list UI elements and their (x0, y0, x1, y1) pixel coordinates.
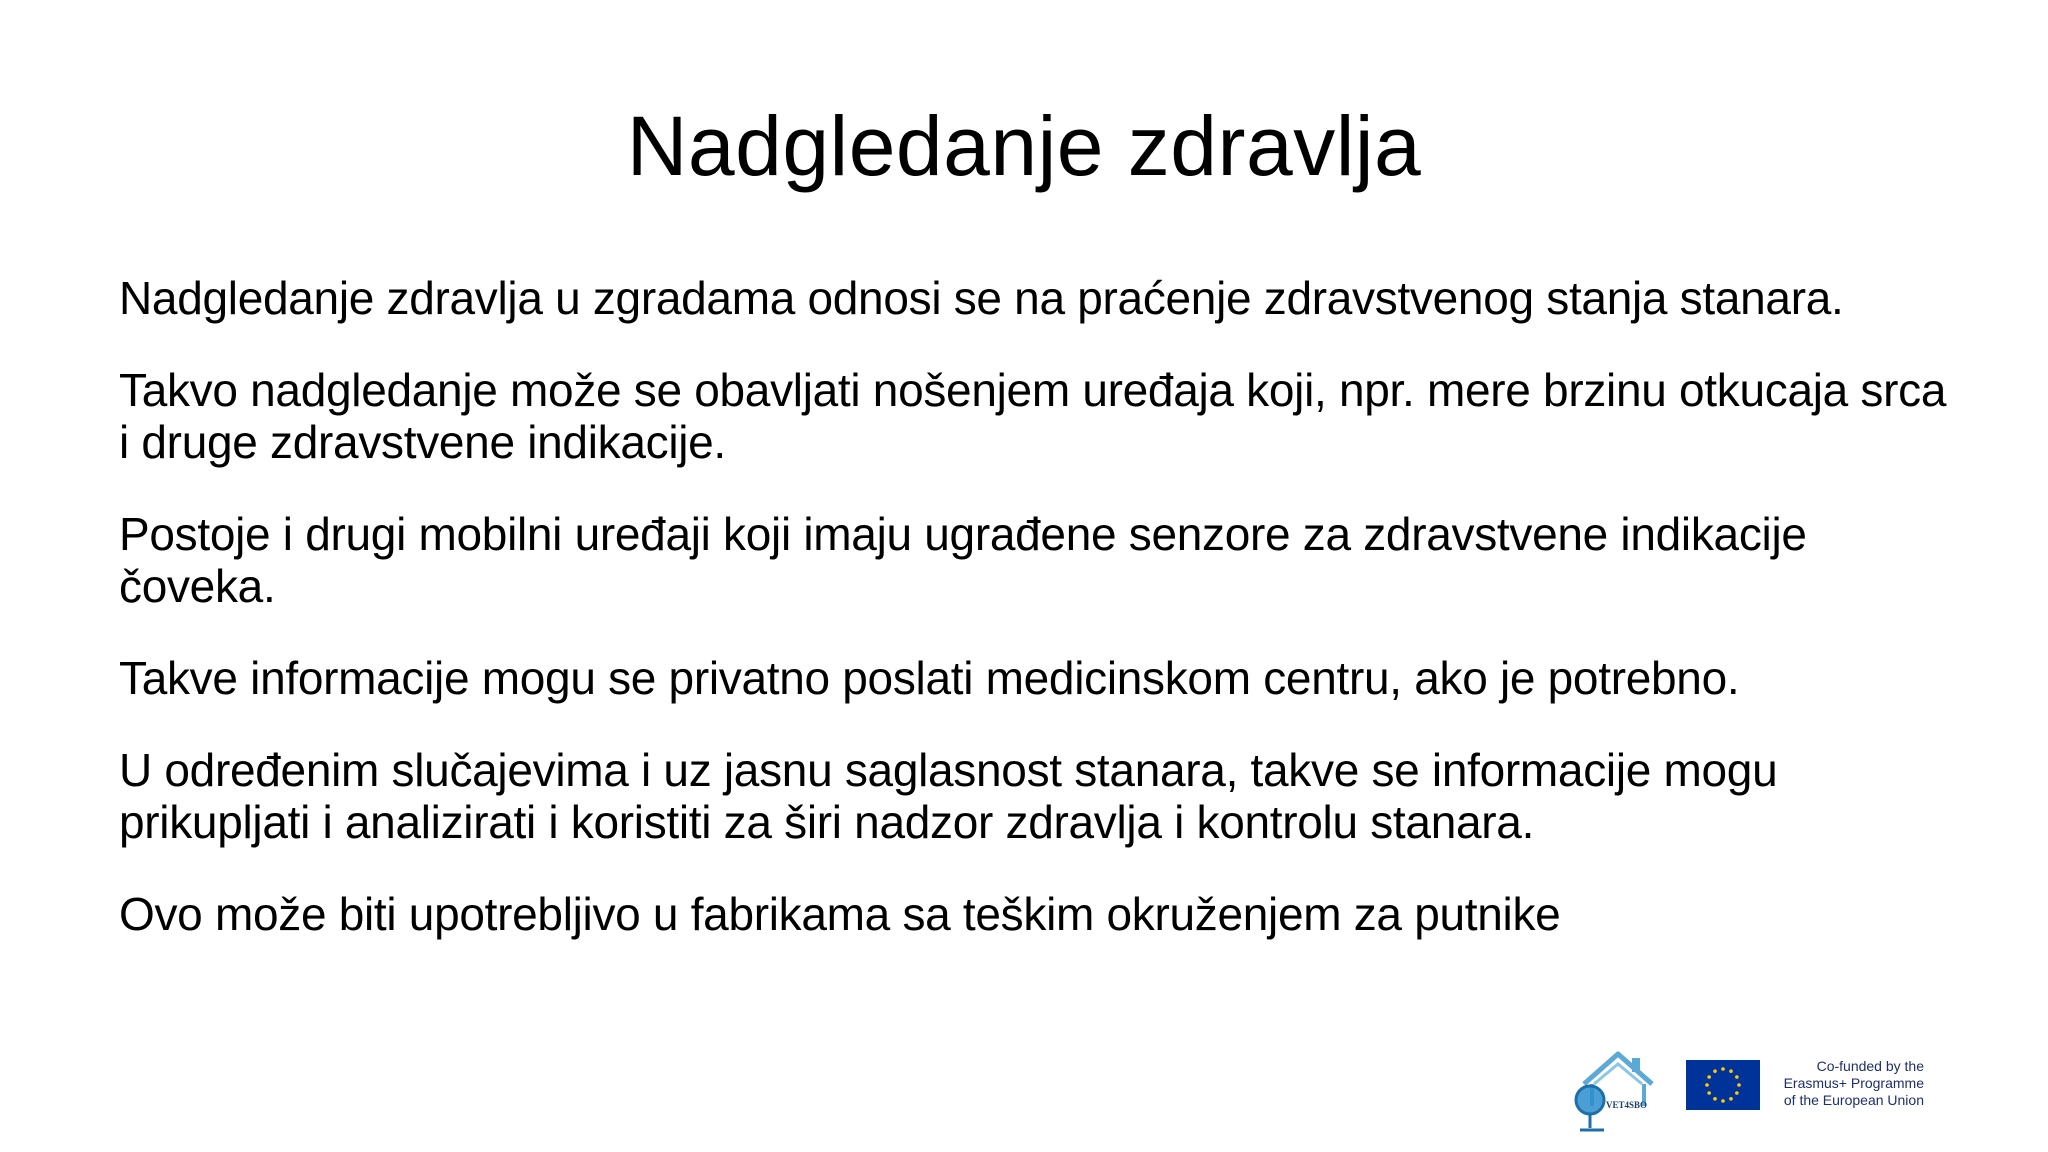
eu-star (1737, 1083, 1741, 1087)
footer-logos (1606, 1044, 2046, 1134)
paragraph-4: Takve informacije mogu se privatno poslati medicinskom centru, ako je potrebno. (119, 652, 1740, 704)
paragraph-1: Nadgledanje zdravlja u zgradama odnosi se na praćenje zdravstvenog stanja stanara. (119, 272, 1844, 324)
slide-body (119, 272, 1949, 980)
eu-star (1721, 1067, 1725, 1071)
eu-star (1705, 1083, 1709, 1087)
paragraph-2: Takvo nadgledanje može se obavljati nošenjem uređaja koji, npr. mere brzinu otkucaja srca i druge zdravstvene indikacije. (119, 364, 1947, 468)
eu-star (1729, 1097, 1733, 1101)
eu-star (1713, 1069, 1717, 1073)
eu-text-line-3: of the European Union (1783, 1092, 1924, 1108)
vet4sbo-logo-text: VET4SBO (1606, 1100, 1648, 1110)
house-magnifier-icon (1570, 1044, 1666, 1134)
erasmus-cofunded-text (1770, 1058, 1924, 1109)
eu-star (1713, 1097, 1717, 1101)
eu-star (1707, 1075, 1711, 1079)
paragraph-5: U određenim slučajevima i uz jasnu saglasnost stanara, takve se informacije mogu prikupljati i analizirati i koristiti za širi nadzor zdravlja i kontrolu stanara. (119, 744, 1778, 848)
eu-star (1707, 1091, 1711, 1095)
eu-flag-icon (1686, 1060, 1760, 1110)
vet4sbo-logo (1570, 1044, 1666, 1134)
eu-star (1735, 1091, 1739, 1095)
paragraph-3: Postoje i drugi mobilni uređaji koji imaju ugrađene senzore za zdravstvene indikacije čoveka. (119, 508, 1807, 612)
paragraph-6: Ovo može biti upotrebljivo u fabrikama sa teškim okruženjem za putnike (119, 888, 1561, 940)
eu-text-line-2: Erasmus+ Programme (1783, 1075, 1924, 1091)
eu-star (1735, 1075, 1739, 1079)
eu-star (1729, 1069, 1733, 1073)
slide-title: Nadgledanje zdravlja (626, 99, 1422, 193)
eu-text-line-1: Co-funded by the (1816, 1058, 1924, 1074)
eu-star (1721, 1099, 1725, 1103)
